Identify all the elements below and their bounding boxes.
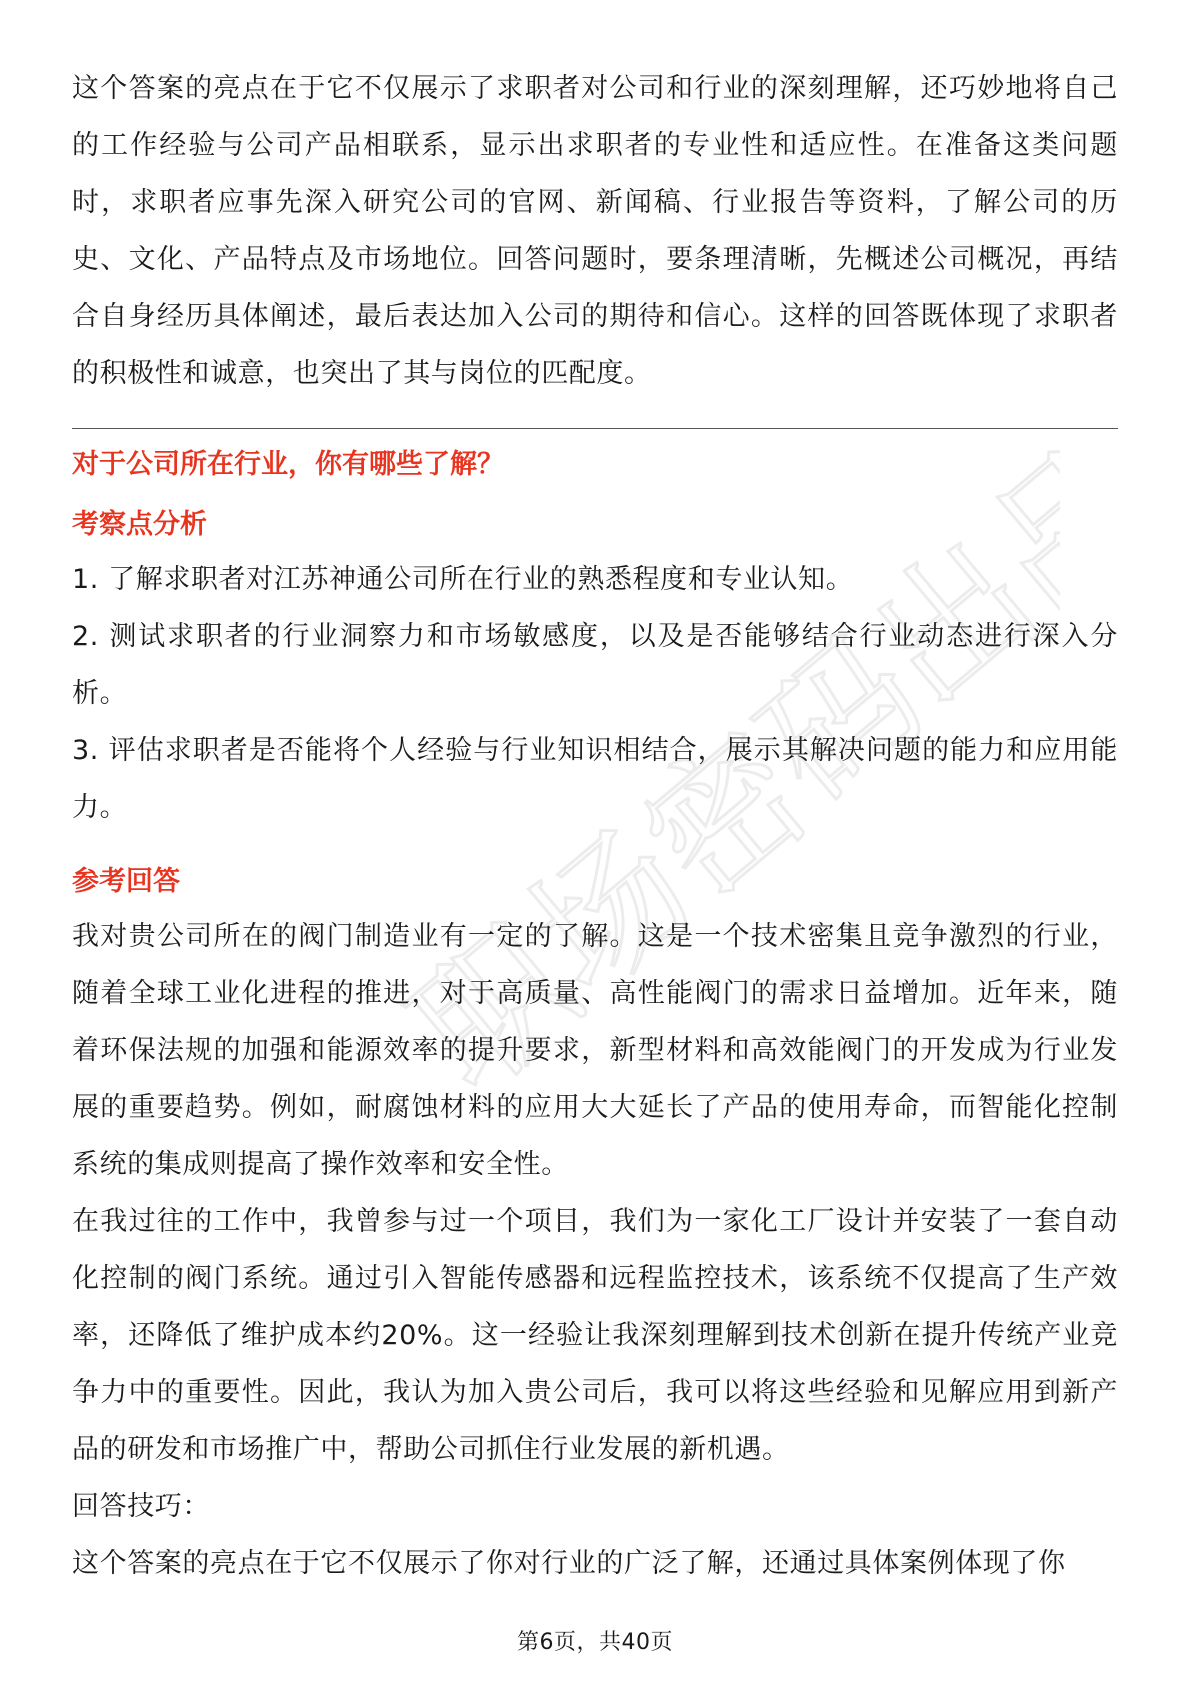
question-title: 对于公司所在行业，你有哪些了解？ (72, 449, 504, 480)
intro-paragraph: 这个答案的亮点在于它不仅展示了求职者对公司和行业的深刻理解，还巧妙地将自己的工作经验与公司产品相联系，显示出求职者的专业性和适应性。在准备这类问题时，求职者应事先深入研究公司的官网、新闻稿、行业报告等资料，了解公司的历史、文化、产品特点及市场地位。回答问题时，要条理清晰，先概述公司概况，再结合自身经历具体阐述，最后表达加入公司的期待和信心。这样的回答既体现了求职者的积极性和诚意，也突出了其与岗位的匹配度。 (72, 73, 1118, 389)
tips-paragraph: 这个答案的亮点在于它不仅展示了你对行业的广泛了解，还通过具体案例体现了你 (72, 1548, 1066, 1579)
tips-label: 回答技巧： (72, 1491, 210, 1522)
answer-paragraph-1: 我对贵公司所在的阀门制造业有一定的了解。这是一个技术密集且竞争激烈的行业，随着全球工业化进程的推进，对于高质量、高性能阀门的需求日益增加。近年来，随着环保法规的加强和能源效率的提升要求，新型材料和高效能阀门的开发成为行业发展的重要趋势。例如，耐腐蚀材料的应用大大延长了产品的使用寿命，而智能化控制系统的集成则提高了操作效率和安全性。 (72, 921, 1118, 1180)
analysis-item-3: 3. 评估求职者是否能将个人经验与行业知识相结合，展示其解决问题的能力和应用能力。 (72, 735, 1118, 823)
analysis-item-2: 2. 测试求职者的行业洞察力和市场敏感度，以及是否能够结合行业动态进行深入分析。 (72, 621, 1118, 709)
page-content (72, 60, 1118, 1592)
answer-heading: 参考回答 (72, 866, 180, 897)
analysis-item-1: 1. 了解求职者对江苏神通公司所在行业的熟悉程度和专业认知。 (72, 564, 854, 595)
watermark-text: 职场密码出品 (382, 430, 1060, 1125)
analysis-heading: 考察点分析 (72, 509, 207, 540)
answer-paragraph-2: 在我过往的工作中，我曾参与过一个项目，我们为一家化工厂设计并安装了一套自动化控制的阀门系统。通过引入智能传感器和远程监控技术，该系统不仅提高了生产效率，还降低了维护成本约20%。这一经验让我深刻理解到技术创新在提升传统产业竞争力中的重要性。因此，我认为加入贵公司后，我可以将这些经验和见解应用到新产品的研发和市场推广中，帮助公司抓住行业发展的新机遇。 (72, 1206, 1118, 1465)
page-number: 第6页，共40页 (517, 1630, 673, 1655)
section-divider (72, 428, 1118, 429)
